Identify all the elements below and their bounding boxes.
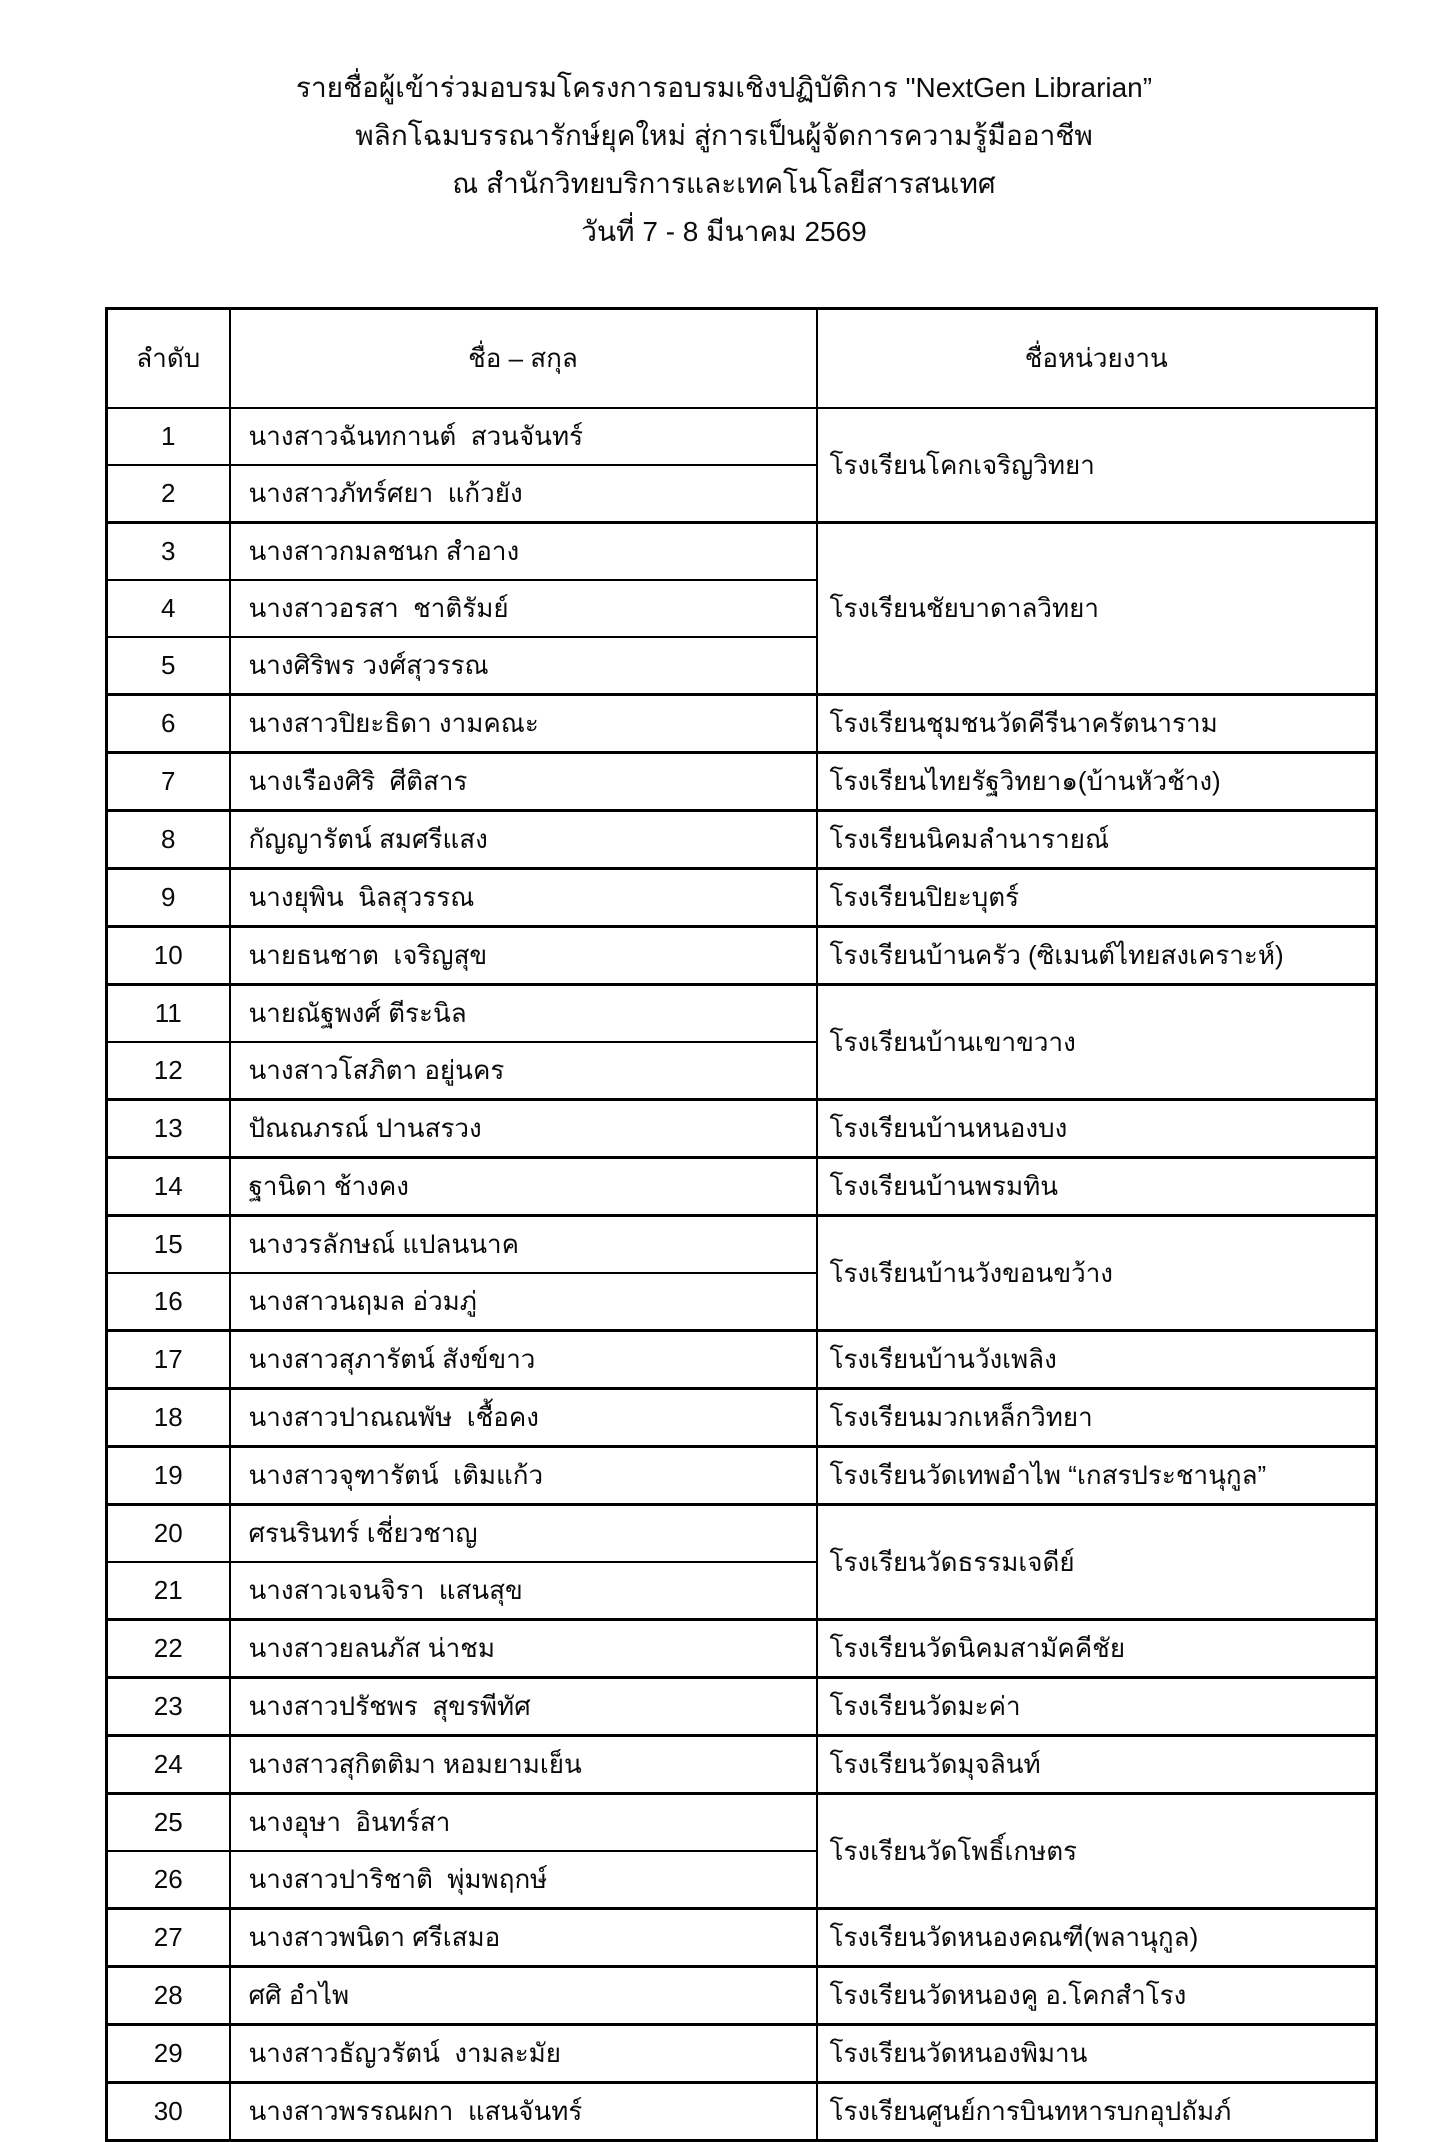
row-number-cell: 6 [107, 695, 230, 753]
organization-cell: โรงเรียนวัดมะค่า [817, 1678, 1377, 1736]
participant-name-cell: นางสาวกมลชนก สำอาง [230, 523, 817, 581]
table-row [107, 1678, 1377, 1736]
table-row [107, 753, 1377, 811]
participant-name-cell: นางสาวฉันทกานต์ สวนจันทร์ [230, 408, 817, 465]
organization-cell: โรงเรียนวัดโพธิ์เกษตร [817, 1794, 1377, 1909]
title-line-3: ณ สำนักวิทยบริการและเทคโนโลยีสารสนเทศ [452, 168, 996, 199]
organization-cell: โรงเรียนบ้านวังเพลิง [817, 1331, 1377, 1389]
row-number-cell: 13 [107, 1100, 230, 1158]
participant-name-cell: กัญญารัตน์ สมศรีแสง [230, 811, 817, 869]
participant-name-cell: นางวรลักษณ์ แปลนนาค [230, 1216, 817, 1274]
table-row [107, 869, 1377, 927]
participant-name-cell: นางสาวปาริชาติ พุ่มพฤกษ์ [230, 1851, 817, 1909]
organization-cell: โรงเรียนปิยะบุตร์ [817, 869, 1377, 927]
table-row [107, 1909, 1377, 1967]
participant-name-cell: นางสาวโสภิตา อยู่นคร [230, 1042, 817, 1100]
participant-name-cell: นางสาวนฤมล อ่วมภู่ [230, 1273, 817, 1331]
organization-cell: โรงเรียนบ้านวังขอนขว้าง [817, 1216, 1377, 1331]
participant-name-cell: นางอุษา อินทร์สา [230, 1794, 817, 1852]
table-row [107, 811, 1377, 869]
participant-name-cell: ปัณณภรณ์ ปานสรวง [230, 1100, 817, 1158]
organization-cell: โรงเรียนวัดธรรมเจดีย์ [817, 1505, 1377, 1620]
row-number-cell: 10 [107, 927, 230, 985]
title-line-4: วันที่ 7 - 8 มีนาคม 2569 [581, 216, 867, 247]
participant-name-cell: นางสาวปรัชพร สุขรพีทัศ [230, 1678, 817, 1736]
row-number-cell: 3 [107, 523, 230, 581]
table-row [107, 985, 1377, 1043]
row-number-cell: 26 [107, 1851, 230, 1909]
row-number-cell: 14 [107, 1158, 230, 1216]
header-organization: ชื่อหน่วยงาน [817, 309, 1377, 409]
organization-cell: โรงเรียนบ้านหนองบง [817, 1100, 1377, 1158]
row-number-cell: 17 [107, 1331, 230, 1389]
row-number-cell: 18 [107, 1389, 230, 1447]
organization-cell: โรงเรียนชัยบาดาลวิทยา [817, 523, 1377, 695]
table-row [107, 408, 1377, 465]
row-number-cell: 12 [107, 1042, 230, 1100]
header-row [107, 309, 1377, 409]
organization-cell: โรงเรียนมวกเหล็กวิทยา [817, 1389, 1377, 1447]
organization-cell: โรงเรียนนิคมลำนารายณ์ [817, 811, 1377, 869]
table-row [107, 1331, 1377, 1389]
participant-name-cell: นางสาวยลนภัส น่าชม [230, 1620, 817, 1678]
row-number-cell: 7 [107, 753, 230, 811]
table-row [107, 2025, 1377, 2083]
table-row [107, 1794, 1377, 1852]
row-number-cell: 25 [107, 1794, 230, 1852]
organization-cell: โรงเรียนวัดหนองคณฑี(พลานุกูล) [817, 1909, 1377, 1967]
row-number-cell: 21 [107, 1562, 230, 1620]
row-number-cell: 1 [107, 408, 230, 465]
organization-cell: โรงเรียนชุมชนวัดคีรีนาครัตนาราม [817, 695, 1377, 753]
row-number-cell: 28 [107, 1967, 230, 2025]
participant-name-cell: นางศิริพร วงศ์สุวรรณ [230, 637, 817, 695]
row-number-cell: 15 [107, 1216, 230, 1274]
row-number-cell: 16 [107, 1273, 230, 1331]
organization-cell: โรงเรียนโคกเจริญวิทยา [817, 408, 1377, 523]
table-body [107, 408, 1377, 2141]
row-number-cell: 27 [107, 1909, 230, 1967]
row-number-cell: 9 [107, 869, 230, 927]
row-number-cell: 23 [107, 1678, 230, 1736]
participant-name-cell: นายณัฐพงศ์ ตีระนิล [230, 985, 817, 1043]
table-row [107, 695, 1377, 753]
header-number: ลำดับ [107, 309, 230, 409]
table-row [107, 523, 1377, 581]
participant-name-cell: ศรนรินทร์ เชี่ยวชาญ [230, 1505, 817, 1563]
participant-name-cell: นางเรืองศิริ ศีติสาร [230, 753, 817, 811]
participant-name-cell: นางยุพิน นิลสุวรรณ [230, 869, 817, 927]
row-number-cell: 4 [107, 580, 230, 637]
participant-name-cell: นางสาวพนิดา ศรีเสมอ [230, 1909, 817, 1967]
participant-name-cell: นางสาวภัทร์ศยา แก้วยัง [230, 465, 817, 523]
organization-cell: โรงเรียนวัดเทพอำไพ “เกสรประชานุกูล” [817, 1447, 1377, 1505]
row-number-cell: 30 [107, 2083, 230, 2141]
table-row [107, 2083, 1377, 2141]
participant-name-cell: นางสาวเจนจิรา แสนสุข [230, 1562, 817, 1620]
participant-name-cell: นางสาวปาณณพัษ เชื้อคง [230, 1389, 817, 1447]
participant-name-cell: นางสาวสุภารัตน์ สังข์ขาว [230, 1331, 817, 1389]
participant-name-cell: นางสาวปิยะธิดา งามคณะ [230, 695, 817, 753]
participant-name-cell: นางสาวอรสา ชาติรัมย์ [230, 580, 817, 637]
table-row [107, 1505, 1377, 1563]
row-number-cell: 22 [107, 1620, 230, 1678]
row-number-cell: 24 [107, 1736, 230, 1794]
participant-name-cell: ฐานิดา ช้างคง [230, 1158, 817, 1216]
row-number-cell: 5 [107, 637, 230, 695]
title-line-1: รายชื่อผู้เข้าร่วมอบรมโครงการอบรมเชิงปฏิบัติการ "NextGen Librarian” [295, 72, 1153, 103]
organization-cell: โรงเรียนไทยรัฐวิทยา๑(บ้านหัวช้าง) [817, 753, 1377, 811]
row-number-cell: 8 [107, 811, 230, 869]
participant-name-cell: นายธนชาต เจริญสุข [230, 927, 817, 985]
organization-cell: โรงเรียนวัดมุจลินท์ [817, 1736, 1377, 1794]
organization-cell: โรงเรียนวัดหนองพิมาน [817, 2025, 1377, 2083]
table-row [107, 927, 1377, 985]
participant-name-cell: นางสาวสุกิตติมา หอมยามเย็น [230, 1736, 817, 1794]
table-row [107, 1736, 1377, 1794]
title-line-2: พลิกโฉมบรรณารักษ์ยุคใหม่ สู่การเป็นผู้จัดการความรู้มืออาชีพ [355, 120, 1093, 151]
participant-name-cell: นางสาวพรรณผกา แสนจันทร์ [230, 2083, 817, 2141]
table-row [107, 1100, 1377, 1158]
participants-table [105, 307, 1378, 2142]
table-row [107, 1447, 1377, 1505]
document-title [0, 0, 1448, 256]
participant-name-cell: นางสาวธัญวรัตน์ งามละมัย [230, 2025, 817, 2083]
table-row [107, 1216, 1377, 1274]
table-row [107, 1158, 1377, 1216]
row-number-cell: 19 [107, 1447, 230, 1505]
row-number-cell: 29 [107, 2025, 230, 2083]
row-number-cell: 20 [107, 1505, 230, 1563]
table-row [107, 1620, 1377, 1678]
organization-cell: โรงเรียนวัดหนองคู อ.โคกสำโรง [817, 1967, 1377, 2025]
participant-name-cell: นางสาวจุฑารัตน์ เติมแก้ว [230, 1447, 817, 1505]
organization-cell: โรงเรียนศูนย์การบินทหารบกอุปถัมภ์ [817, 2083, 1377, 2141]
row-number-cell: 11 [107, 985, 230, 1043]
header-name: ชื่อ – สกุล [230, 309, 817, 409]
participant-name-cell: ศศิ อำไพ [230, 1967, 817, 2025]
organization-cell: โรงเรียนบ้านครัว (ซิเมนต์ไทยสงเคราะห์) [817, 927, 1377, 985]
row-number-cell: 2 [107, 465, 230, 523]
table-row [107, 1389, 1377, 1447]
organization-cell: โรงเรียนบ้านพรมทิน [817, 1158, 1377, 1216]
organization-cell: โรงเรียนวัดนิคมสามัคคีชัย [817, 1620, 1377, 1678]
table-header [107, 309, 1377, 409]
organization-cell: โรงเรียนบ้านเขาขวาง [817, 985, 1377, 1100]
table-row [107, 1967, 1377, 2025]
